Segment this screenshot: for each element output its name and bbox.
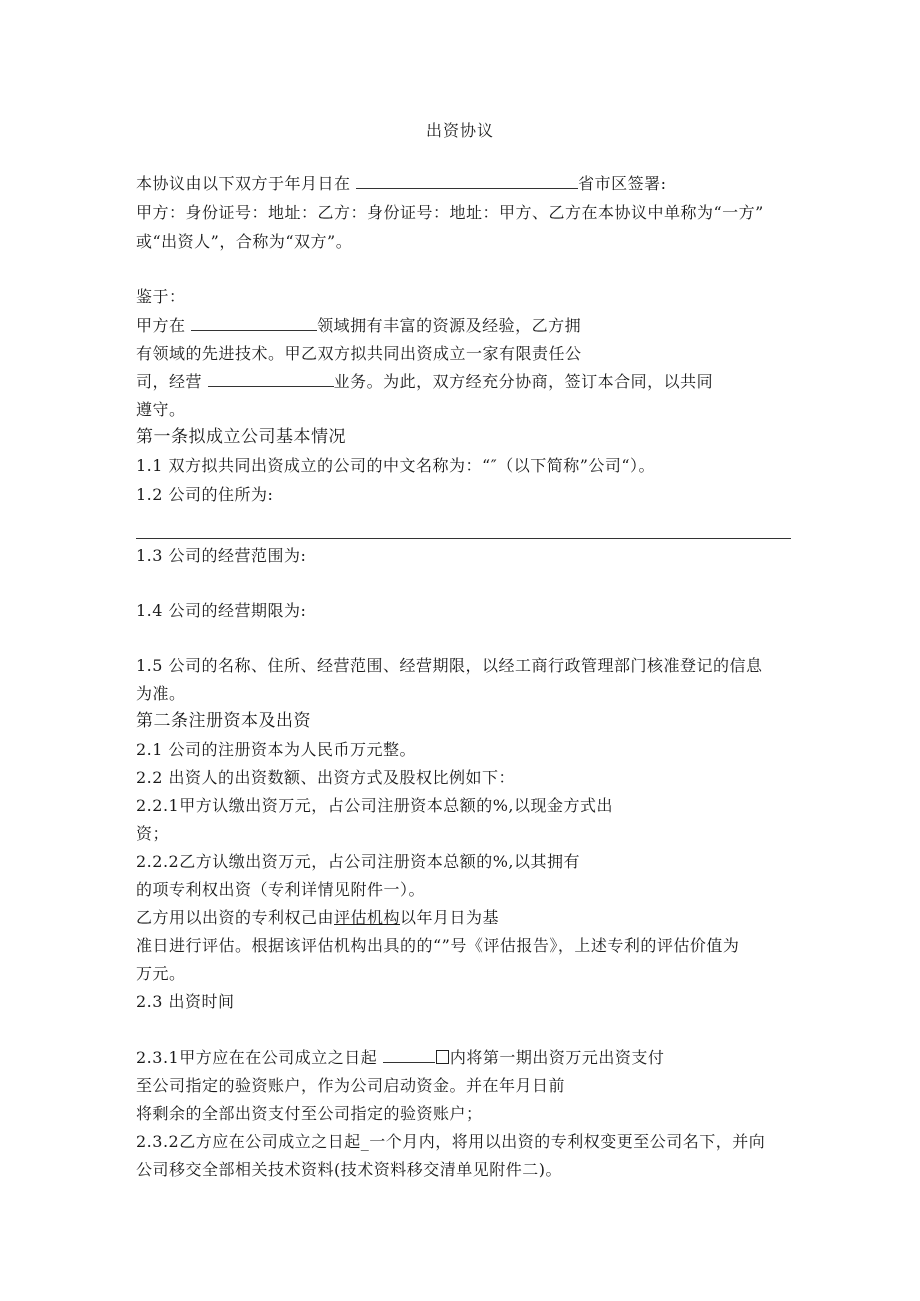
clause-1-3: 1.3 公司的经营范围为: <box>136 546 307 565</box>
clause-2-3-2-line-1: 2.3.2乙方应在公司成立之日起_一个月内，将用以出资的专利权变更至公司名下，并向 <box>136 1132 766 1151</box>
field-blank <box>191 316 317 331</box>
clause-2-2: 2.2 出资人的出资数额、出资方式及股权比例如下： <box>136 768 516 787</box>
period-blank <box>383 1048 435 1063</box>
clause-2-2-2-line-1: 2.2.2乙方认缴出资万元，占公司注册资本总额的%,以其拥有 <box>136 852 581 871</box>
whereas-text-b: 领域拥有丰富的资源及经验，乙方拥 <box>317 316 582 335</box>
article-1-heading: 第一条拟成立公司基本情况 <box>136 427 346 447</box>
article-2-heading: 第二条注册资本及出资 <box>136 711 311 731</box>
clause-2-3-1-line-3: 将剩余的全部出资支付至公司指定的验资账户； <box>136 1104 483 1123</box>
address-rule <box>136 538 791 539</box>
clause-2-3: 2.3 出资时间 <box>136 992 235 1011</box>
patent-eval-line-1 <box>136 907 499 929</box>
clause-1-1: 1.1 双方拟共同出资成立的公司的中文名称为：“″（以下简称”公司“）。 <box>136 456 656 475</box>
whereas-text-d: 业务。为此，双方经充分协商，签订本合同，以共同 <box>333 372 714 391</box>
whereas-text-c: 司，经营 <box>136 372 208 391</box>
business-blank <box>208 372 334 387</box>
whereas-line-4: 遵守。 <box>136 400 186 419</box>
whereas-text-a: 甲方在 <box>136 316 192 335</box>
clause-2-3-1-line-2: 至公司指定的验资账户，作为公司启动资金。并在年月日前 <box>136 1076 566 1095</box>
document-title: 出资协议 <box>425 121 494 140</box>
intro-line-1 <box>136 173 667 195</box>
clause-1-5-line-1: 1.5 公司的名称、住所、经营范围、经营期限，以经工商行政管理部门核准登记的信息 <box>136 656 763 675</box>
patent-eval-line-3: 万元。 <box>136 964 186 983</box>
clause-2-3-2-line-2: 公司移交全部相关技术资料(技术资料移交清单见附件二)。 <box>136 1160 562 1179</box>
clause-1-4: 1.4 公司的经营期限为: <box>136 601 307 620</box>
checkbox-icon <box>436 1050 449 1064</box>
clause-2-3-1-text-a: 2.3.1甲方应在在公司成立之日起 <box>136 1048 383 1067</box>
clause-2-3-1-text-b: 内将第一期出资万元出资支付 <box>449 1048 665 1067</box>
appraisal-agency-underlined: 评估机构 <box>334 908 401 927</box>
whereas-line-3 <box>136 371 713 393</box>
clause-2-2-1-line-1: 2.2.1甲方认缴出资万元，占公司注册资本总额的%,以现金方式出 <box>136 796 614 815</box>
clause-2-1: 2.1 公司的注册资本为人民币万元整。 <box>136 740 417 759</box>
clause-2-2-2-line-2: 的项专利权出资（专利详情见附件一）。 <box>136 880 426 899</box>
patent-text-a: 乙方用以出资的专利权己由 <box>136 908 335 927</box>
location-blank <box>356 174 578 189</box>
intro-text-a: 本协议由以下双方于年月日在 <box>136 174 357 193</box>
whereas-line-1 <box>136 315 581 337</box>
intro-text-b: 省市区签署: <box>578 174 667 193</box>
clause-2-2-1-line-2: 资； <box>136 824 170 843</box>
patent-text-b: 以年月日为基 <box>400 908 500 927</box>
clause-1-2: 1.2 公司的住所为: <box>136 485 274 504</box>
whereas-line-2: 有领域的先进技术。甲乙双方拟共同出资成立一家有限责任公 <box>136 344 582 363</box>
whereas-heading: 鉴于： <box>136 287 186 306</box>
intro-line-2: 甲方：身份证号：地址：乙方：身份证号：地址：甲方、乙方在本协议中单称为“一方” <box>136 203 764 222</box>
clause-2-3-1-line-1 <box>136 1047 664 1069</box>
patent-eval-line-2: 准日进行评估。根据该评估机构出具的的“”号《评估报告》，上述专利的评估价值为 <box>136 936 740 955</box>
intro-line-3: 或“出资人”，合称为“双方”。 <box>136 232 353 251</box>
clause-1-5-line-2: 为准。 <box>136 684 186 703</box>
